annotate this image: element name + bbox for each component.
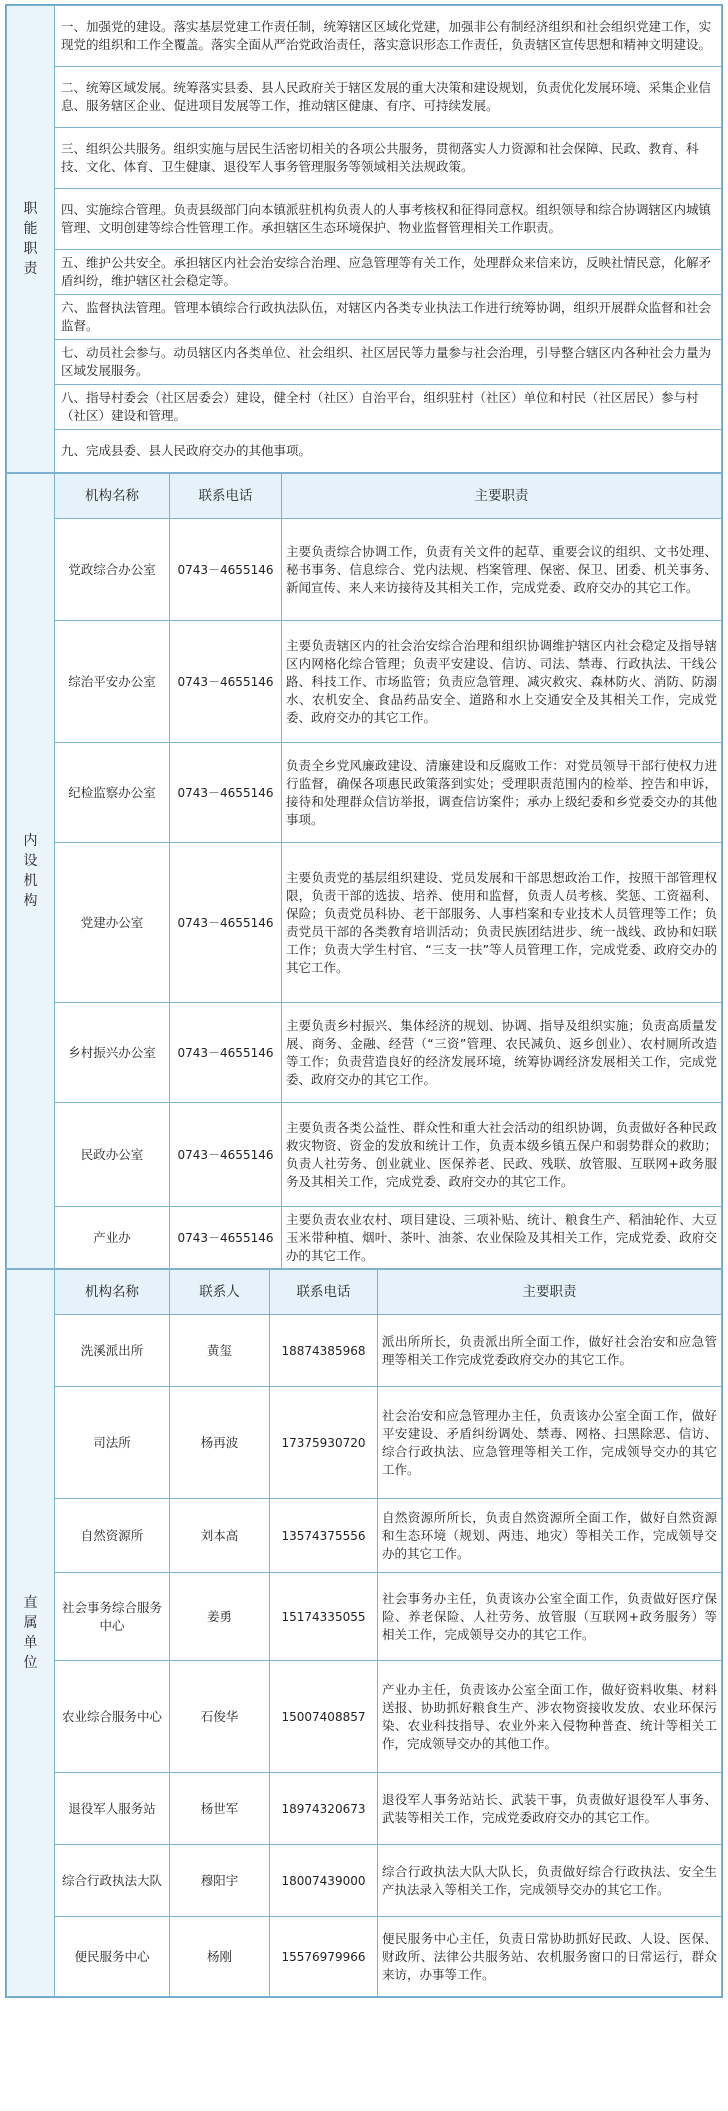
header-duty: 主要职责 [282, 474, 722, 519]
table-row [7, 1773, 722, 1845]
functions-table [6, 5, 722, 473]
unit-phone: 18974320673 [270, 1773, 378, 1845]
unit-name: 农业综合服务中心 [55, 1661, 170, 1773]
unit-name: 综合行政执法大队 [55, 1845, 170, 1917]
unit-duty: 产业办主任，负责该办公室全面工作，做好资料收集、材料送报、协助抓好粮食生产、涉农物资接收发放、农业环保污染、农业科技指导、农业外来入侵物种普查、统计等相关工作，完成领导交办的其他工作。 [378, 1661, 722, 1773]
unit-name: 社会事务综合服务中心 [55, 1573, 170, 1661]
dept-phone: 0743－4655146 [170, 1207, 282, 1269]
unit-phone: 13574375556 [270, 1499, 378, 1573]
function-item: 九、完成县委、县人民政府交办的其他事项。 [55, 430, 722, 473]
dept-name: 民政办公室 [55, 1103, 170, 1207]
table-row [7, 1387, 722, 1499]
unit-name: 便民服务中心 [55, 1917, 170, 1997]
header-phone: 联系电话 [270, 1270, 378, 1315]
dept-duty: 主要负责党的基层组织建设、党员发展和干部思想政治工作，按照干部管理权限，负责干部的选拔、培养、使用和监督，负责人员考核、奖惩、工资福利、保险；负责党员科协、老干部服务、人事档案和专业技术人员管理等工作；负责党员干部的各类教育培训活动；负责民族团结进步、统一战线、政协和妇联工作；负责大学生村官、“三支一扶”等人员管理工作，完成党委、政府交办的其它工作。 [282, 843, 722, 1003]
dept-phone: 0743－4655146 [170, 1003, 282, 1103]
unit-phone: 17375930720 [270, 1387, 378, 1499]
unit-duty: 便民服务中心主任，负责日常协助抓好民政、人设、医保、财政所、法律公共服务站、农机服务窗口的日常运行，群众来访，办事等工作。 [378, 1917, 722, 1997]
dept-phone: 0743－4655146 [170, 743, 282, 843]
unit-name: 退役军人服务站 [55, 1773, 170, 1845]
dept-phone: 0743－4655146 [170, 1103, 282, 1207]
header-phone: 联系电话 [170, 474, 282, 519]
header-duty: 主要职责 [378, 1270, 722, 1315]
header-unit-name: 机构名称 [55, 1270, 170, 1315]
unit-contact: 杨世军 [170, 1773, 270, 1845]
table-row [7, 621, 722, 743]
header-dept-name: 机构名称 [55, 474, 170, 519]
dept-name: 党政综合办公室 [55, 519, 170, 621]
function-item: 二、统筹区域发展。统筹落实县委、县人民政府关于辖区发展的重大决策和建设规划，负责优化发展环境、采集企业信息、服务辖区企业、促进项目发展等工作，推动辖区健康、有序、可持续发展。 [55, 67, 722, 128]
table-row [7, 1499, 722, 1573]
affiliated-units-table [6, 1269, 722, 1997]
table-row [7, 1315, 722, 1387]
unit-contact: 杨刚 [170, 1917, 270, 1997]
table-row [7, 1003, 722, 1103]
table-row [7, 1845, 722, 1917]
table-row [7, 843, 722, 1003]
unit-phone: 18874385968 [270, 1315, 378, 1387]
dept-duty: 主要负责各类公益性、群众性和重大社会活动的组织协调，负责做好各种民政救灾物资、资金的发放和统计工作，负责本级乡镇五保户和弱势群众的救助；负责人社劳务、创业就业、医保养老、民政、残联、放管服、互联网+政务服务及其相关工作，完成党委、政府交办的其它工作。 [282, 1103, 722, 1207]
unit-duty: 退役军人事务站站长、武装干事，负责做好退役军人事务、武装等相关工作，完成党委政府交办的其它工作。 [378, 1773, 722, 1845]
document-table [5, 4, 723, 1998]
unit-name: 自然资源所 [55, 1499, 170, 1573]
table-row [7, 1917, 722, 1997]
unit-contact: 黄玺 [170, 1315, 270, 1387]
function-item: 六、监督执法管理。管理本镇综合行政执法队伍，对辖区内各类专业执法工作进行统筹协调，组织开展群众监督和社会监督。 [55, 295, 722, 340]
dept-name: 乡村振兴办公室 [55, 1003, 170, 1103]
unit-duty: 社会治安和应急管理办主任，负责该办公室全面工作，做好平安建设、矛盾纠纷调处、禁毒、网格、扫黑除恶、信访、综合行政执法、应急管理等相关工作，完成领导交办的其它工作。 [378, 1387, 722, 1499]
unit-phone: 15576979966 [270, 1917, 378, 1997]
table-row [7, 743, 722, 843]
table-row [7, 1207, 722, 1269]
unit-phone: 15174335055 [270, 1573, 378, 1661]
unit-contact: 刘本高 [170, 1499, 270, 1573]
function-item: 三、组织公共服务。组织实施与居民生活密切相关的各项公共服务，贯彻落实人力资源和社会保障、民政、教育、科技、文化、体育、卫生健康、退役军人事务管理服务等领域相关法规政策。 [55, 128, 722, 189]
internal-departments-table [6, 473, 722, 1269]
unit-name: 洗溪派出所 [55, 1315, 170, 1387]
table-row [7, 1661, 722, 1773]
function-item: 七、动员社会参与。动员辖区内各类单位、社会组织、社区居民等力量参与社会治理，引导整合辖区内各种社会力量为区域发展服务。 [55, 340, 722, 385]
unit-contact: 杨再波 [170, 1387, 270, 1499]
unit-contact: 石俊华 [170, 1661, 270, 1773]
dept-duty: 主要负责辖区内的社会治安综合治理和组织协调维护辖区内社会稳定及指导辖区内网格化综合管理；负责平安建设、信访、司法、禁毒、行政执法、干线公路、科技工作、市场监管；负责应急管理、减灾救灾、森林防火、消防、防溺水、农机安全、食品药品安全、道路和水上交通安全及其相关工作，完成党委、政府交办的其它工作。 [282, 621, 722, 743]
dept-name: 产业办 [55, 1207, 170, 1269]
function-item: 五、维护公共安全。承担辖区内社会治安综合治理、应急管理等有关工作，处理群众来信来访，反映社情民意，化解矛盾纠纷，维护辖区社会稳定等。 [55, 250, 722, 295]
unit-phone: 15007408857 [270, 1661, 378, 1773]
function-item: 一、加强党的建设。落实基层党建工作责任制，统筹辖区区域化党建，加强非公有制经济组织和社会组织党建工作，实现党的组织和工作全覆盖。落实全面从严治党政治责任，落实意识形态工作责任，负责辖区宣传思想和精神文明建设。 [55, 6, 722, 67]
header-contact: 联系人 [170, 1270, 270, 1315]
dept-name: 党建办公室 [55, 843, 170, 1003]
table-row [7, 1573, 722, 1661]
dept-duty: 负责全乡党风廉政建设、清廉建设和反腐败工作：对党员领导干部行使权力进行监督，确保各项惠民政策落到实处；受理职责范围内的检举、控告和申诉，接待和处理群众信访举报，调查信访案件；承办上级纪委和乡党委交办的其他事项。 [282, 743, 722, 843]
dept-duty: 主要负责综合协调工作，负责有关文件的起草、重要会议的组织、文书处理、秘书事务、信息综合、党内法规、档案管理、保密、保卫、团委、机关事务、新闻宣传、来人来访接待及其相关工作，完成党委、政府交办的其它工作。 [282, 519, 722, 621]
dept-phone: 0743－4655146 [170, 621, 282, 743]
unit-duty: 派出所所长，负责派出所全面工作，做好社会治安和应急管理等相关工作完成党委政府交办的其它工作。 [378, 1315, 722, 1387]
category-functions: 职能职责 [7, 6, 55, 473]
unit-duty: 综合行政执法大队大队长，负责做好综合行政执法、安全生产执法录入等相关工作，完成领导交办的其它工作。 [378, 1845, 722, 1917]
dept-duty: 主要负责乡村振兴、集体经济的规划、协调、指导及组织实施；负责高质量发展、商务、金融、经营（“三资”管理、农民减负、返乡创业）、农村厕所改造等工作；负责营造良好的经济发展环境，统筹协调经济发展相关工作，完成党委、政府交办的其它工作。 [282, 1003, 722, 1103]
unit-phone: 18007439000 [270, 1845, 378, 1917]
table-row [7, 1103, 722, 1207]
table-row [7, 519, 722, 621]
category-affiliated: 直属单位 [7, 1270, 55, 1997]
unit-contact: 姜勇 [170, 1573, 270, 1661]
unit-name: 司法所 [55, 1387, 170, 1499]
dept-phone: 0743－4655146 [170, 519, 282, 621]
unit-duty: 社会事务办主任，负责该办公室全面工作，负责做好医疗保险、养老保险、人社劳务、放管服（互联网+政务服务）等相关工作，完成领导交办的其它工作。 [378, 1573, 722, 1661]
unit-contact: 穆阳宇 [170, 1845, 270, 1917]
function-item: 四、实施综合管理。负责县级部门向本镇派驻机构负责人的人事考核权和征得同意权。组织领导和综合协调辖区内城镇管理、文明创建等综合性管理工作。承担辖区生态环境保护、物业监督管理相关工作职责。 [55, 189, 722, 250]
dept-phone: 0743－4655146 [170, 843, 282, 1003]
function-item: 八、指导村委会（社区居委会）建设，健全村（社区）自治平台，组织驻村（社区）单位和村民（社区居民）参与村（社区）建设和管理。 [55, 385, 722, 430]
category-internal: 内设机构 [7, 474, 55, 1269]
unit-duty: 自然资源所所长，负责自然资源所全面工作，做好自然资源和生态环境（规划、两违、地灾）等相关工作，完成领导交办的其它工作。 [378, 1499, 722, 1573]
dept-name: 纪检监察办公室 [55, 743, 170, 843]
dept-name: 综治平安办公室 [55, 621, 170, 743]
dept-duty: 主要负责农业农村、项目建设、三项补贴、统计、粮食生产、稻油轮作、大豆玉米带种植、烟叶、茶叶、油茶、农业保险及其相关工作，完成党委、政府交办的其它工作。 [282, 1207, 722, 1269]
